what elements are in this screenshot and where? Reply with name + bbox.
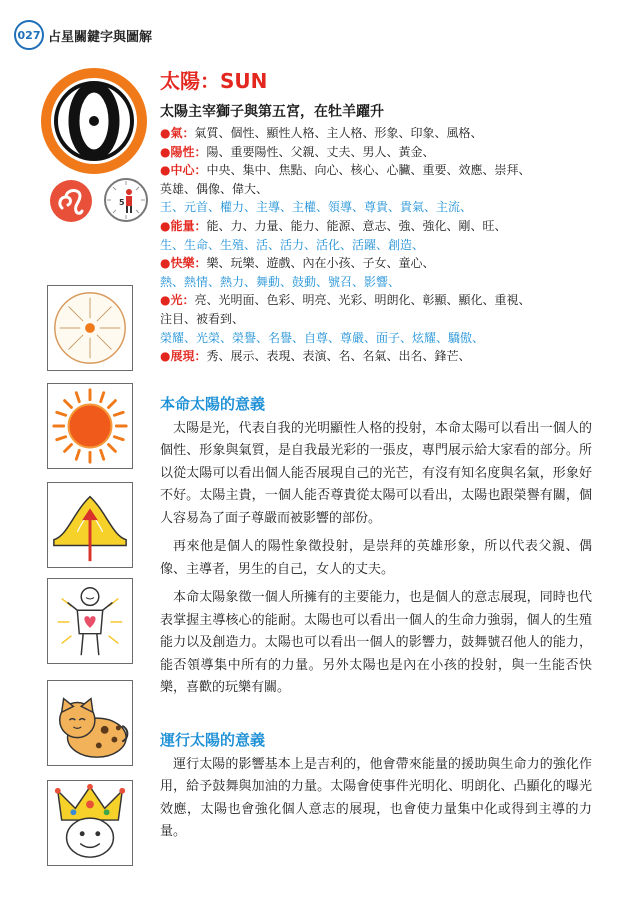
keyword-item-center: ●中心：中央、集中、焦點、向心、核心、心臟、重要、效應、崇拜、 <box>160 163 531 178</box>
sidebar-illustrations <box>0 0 153 909</box>
light-rays-icon <box>48 286 132 370</box>
main-content <box>160 68 592 844</box>
crown-icon <box>48 781 132 865</box>
keyword-blue-line: 熱、熱情、熱力、舞動、鼓動、號召、影響、 <box>160 274 401 289</box>
box-crown <box>47 780 133 866</box>
keyword-item-yang: ●陽性：陽、重要陽性、父親、丈夫、男人、黃金、 <box>160 144 435 159</box>
box-rising <box>47 482 133 568</box>
sun-symbol-icon <box>38 65 150 177</box>
natal-paragraph-3: 本命太陽象徵一個人所擁有的主要能力，也是個人的意志展現，同時也代表掌握主導核心的能耐。太陽也可以看出一個人的生命力強弱，個人的生殖能力以及創造力。太陽也可以看出一個人的影響力，鼓舞號召他人的能力，能否領導集中所有的力量。另外太陽也是內在小孩的投射，與一生能否快樂，喜歡的玩樂有關。 <box>160 590 592 696</box>
sun-title: 太陽：SUN <box>160 69 268 93</box>
clock-number: 5 <box>119 198 125 207</box>
box-sun <box>47 383 133 469</box>
header-title: 占星關鍵字與圖解 <box>48 29 153 45</box>
keyword-blue-line: 王、元首、權力、主導、主權、領導、尊貴、貴氣、主流、 <box>160 200 473 215</box>
keyword-item-joy: ●快樂：樂、玩樂、遊戲、內在小孩、子女、童心、 <box>160 256 435 271</box>
transit-sun-heading: 運行太陽的意義 <box>160 730 266 749</box>
leo-sign-icon <box>48 178 94 224</box>
keyword-blue-line: 生、生命、生殖、活、活力、活化、活躍、創造、 <box>160 237 425 252</box>
sun-subtitle: 太陽主宰獅子與第五宮，在牡羊躍升 <box>160 104 384 120</box>
keyword-continuation: 英雄、偶像、偉大、 <box>160 181 269 196</box>
keyword-item-qi: ●氣：氣質、個性、顯性人格、主人格、形象、印象、風格、 <box>160 126 483 140</box>
cat-icon <box>48 681 132 765</box>
keyword-blue-line: 榮耀、光榮、榮譽、名譽、自尊、尊嚴、面子、炫耀、驕傲、 <box>160 330 485 345</box>
page-number-badge: 027 <box>14 20 44 50</box>
natal-sun-heading: 本命太陽的意義 <box>160 394 266 413</box>
natal-paragraph-1: 太陽是光，代表自我的光明顯性人格的投射，本命太陽可以看出一個人的個性、形象與氣質，是自我最光彩的一張皮，專門展示給大家看的部分。所以從太陽可以看出個人能否展現自己的光芒，有沒有知名度與名氣，形象好不好。太陽主貴，一個人能否尊貴從太陽可以看出，太陽也跟榮譽有關，個人容易為了面子尊嚴而被影響的部份。 <box>160 420 592 526</box>
keyword-list <box>160 124 592 366</box>
sun-icon <box>48 384 132 468</box>
box-light-rays <box>47 285 133 371</box>
transit-paragraph-1: 運行太陽的影響基本上是吉利的，他會帶來能量的援助與生命力的強化作用，給予鼓舞與加油的力量。太陽會使事件光明化、明朗化、凸顯化的曝光效應，太陽也會強化個人意志的展現，也會使力量集中化或得到主導的力量。 <box>160 756 592 840</box>
rising-arrow-icon <box>48 483 132 567</box>
box-person-heart <box>47 578 133 664</box>
keyword-continuation: 注目、被看到、 <box>160 311 245 326</box>
box-cat <box>47 680 133 766</box>
person-heart-icon <box>48 579 132 663</box>
natal-paragraph-2: 再來他是個人的陽性象徵投射，是崇拜的英雄形象，所以代表父親、偶像、主導者，男生的自己，女人的丈夫。 <box>160 539 592 577</box>
keyword-item-show: ●展現：秀、展示、表現、表演、名、名氣、出名、鋒芒、 <box>160 349 471 364</box>
keyword-item-energy: ●能量：能、力、力量、能力、能源、意志、強、強化、剛、旺、 <box>160 218 507 233</box>
keyword-item-light: ●光：亮、光明面、色彩、明亮、光彩、明朗化、彰顯、顯化、重視、 <box>160 293 531 308</box>
fifth-house-clock-icon <box>102 176 150 224</box>
